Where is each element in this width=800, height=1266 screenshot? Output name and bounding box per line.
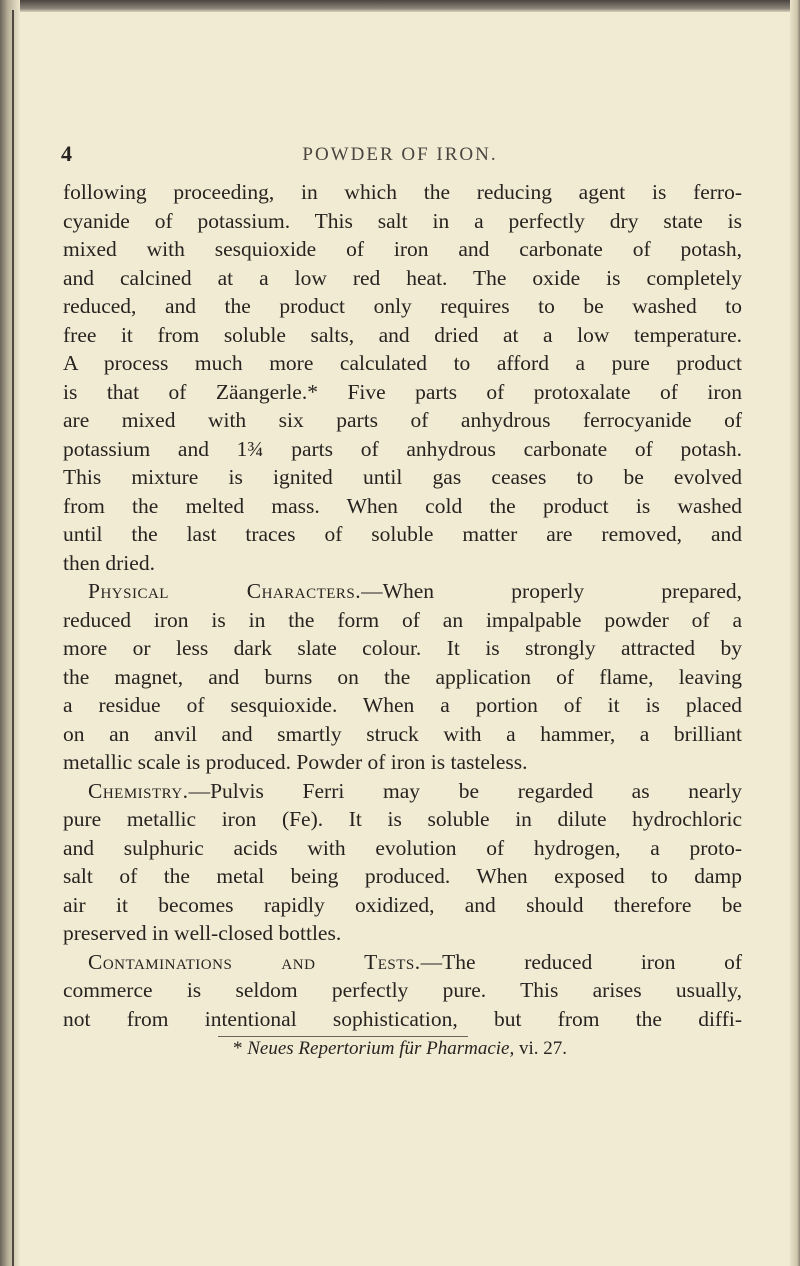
body-line: mixed with sesquioxide of iron and carbonate of potash, [63, 237, 742, 261]
body-line: This mixture is ignited until gas ceases to be evolved [63, 465, 742, 489]
body-line: commerce is seldom perfectly pure. This arises usually, [63, 978, 742, 1002]
book-gutter [0, 0, 20, 1266]
page-number: 4 [61, 141, 72, 166]
footnote-title: Neues Repertorium für Pharmacie, [247, 1038, 515, 1059]
body-line: on an anvil and smartly struck with a hammer, a brilliant [63, 721, 742, 746]
body-line: preserved in well-closed bottles. [63, 921, 342, 945]
body-line: A process much more calculated to afford a pure product [63, 351, 742, 375]
body-line: from the melted mass. When cold the product is washed [63, 493, 742, 518]
body-line: metallic scale is produced. Powder of iron is tasteless. [63, 750, 528, 774]
body-line: not from intentional sophistication, but from the diffi- [63, 1006, 742, 1031]
body-text [63, 178, 742, 1033]
contaminations-line [63, 948, 742, 977]
body-line: reduced iron is in the form of an impalpable powder of a [63, 607, 742, 632]
section-heading-chemistry: Chemistry. [88, 778, 189, 803]
running-head: POWDER OF IRON. [302, 144, 498, 165]
body-line: then dried. [63, 550, 155, 575]
body-line: and sulphuric acids with evolution of hydrogen, a proto- [63, 835, 742, 860]
body-line: are mixed with six parts of anhydrous ferrocyanide of [63, 408, 742, 432]
body-line: salt of the metal being produced. When exposed to damp [63, 864, 742, 888]
footnote [0, 1038, 800, 1060]
body-line: potassium and 1¾ parts of anhydrous carbonate of potash. [63, 436, 742, 461]
section-heading-physical: Physical Characters. [88, 579, 362, 603]
body-line: following proceeding, in which the reducing agent is ferro- [63, 180, 742, 204]
body-line: pure metallic iron (Fe). It is soluble in dilute hydrochloric [63, 807, 742, 831]
page-top-edge [0, 0, 800, 12]
physical-characters-line [63, 577, 742, 606]
body-line: more or less dark slate colour. It is strongly attracted by [63, 636, 742, 660]
body-line: the magnet, and burns on the application of flame, leaving [63, 664, 742, 689]
footnote-ref: vi. 27. [518, 1038, 568, 1059]
chemistry-line [63, 777, 742, 806]
section-text: —Pulvis Ferri may be regarded as nearly [188, 778, 742, 803]
footnote-rule [218, 1036, 468, 1037]
page-right-edge [790, 0, 800, 1266]
section-text: —The reduced iron of [420, 949, 742, 974]
footnote-marker: * [232, 1038, 243, 1059]
section-text: —When properly prepared, [361, 579, 742, 603]
body-line: air it becomes rapidly oxidized, and should therefore be [63, 892, 742, 917]
body-line: free it from soluble salts, and dried at a low temperature. [63, 322, 742, 347]
section-heading-contaminations: Contaminations and Tests. [88, 949, 421, 974]
body-line: cyanide of potassium. This salt in a perfectly dry state is [63, 208, 742, 233]
body-line: a residue of sesquioxide. When a portion of it is placed [63, 693, 742, 717]
gutter-line [12, 10, 14, 1266]
body-line: and calcined at a low red heat. The oxide is completely [63, 265, 742, 290]
body-line: is that of Zäangerle.* Five parts of protoxalate of iron [63, 379, 742, 404]
body-line: until the last traces of soluble matter are removed, and [63, 522, 742, 546]
body-line: reduced, and the product only requires to be washed to [63, 294, 742, 318]
